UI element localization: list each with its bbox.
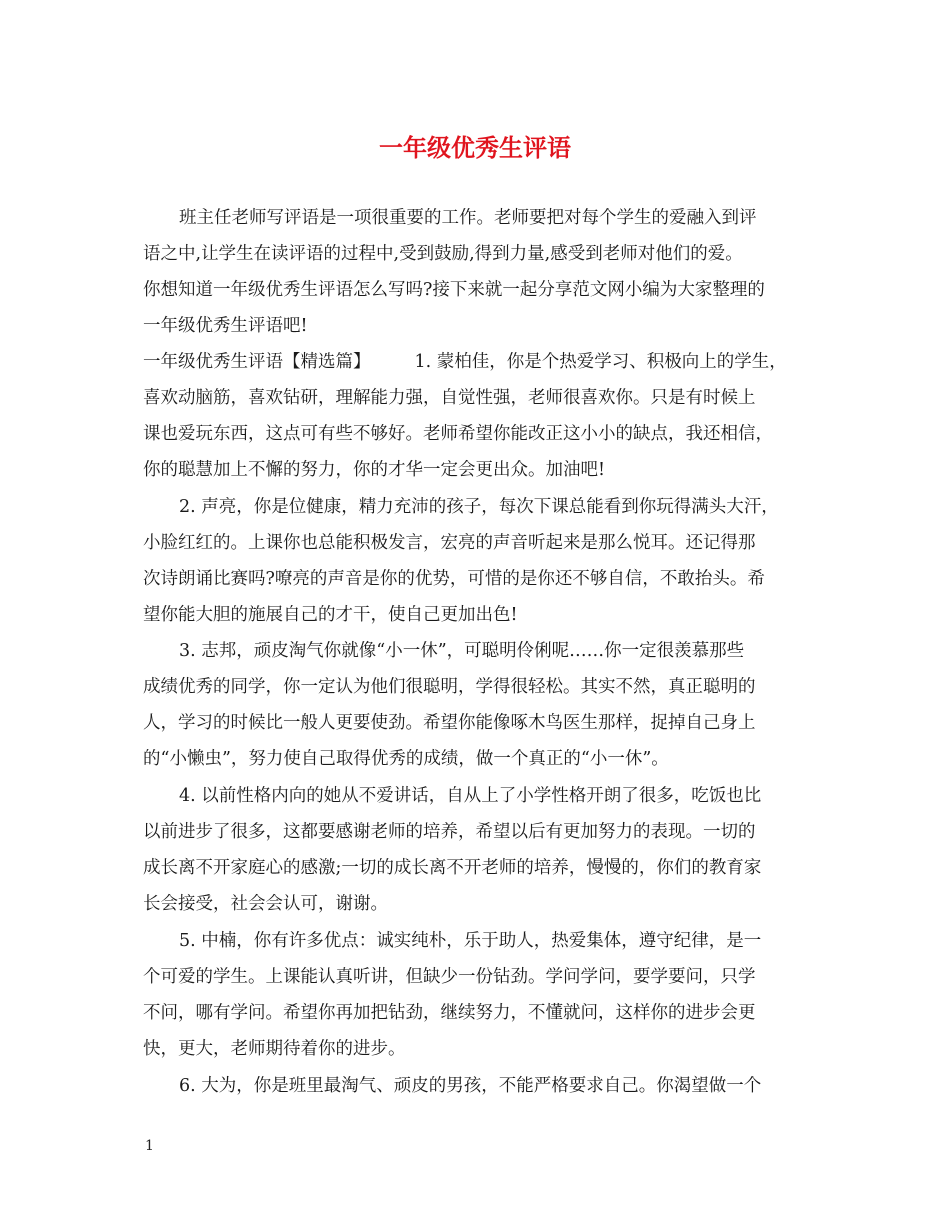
intro-line-3: 你想知道一年级优秀生评语怎么写吗?接下来就一起分享范文网小编为大家整理的 bbox=[143, 280, 765, 300]
section-line bbox=[143, 352, 787, 372]
item-3-line-4: 的“小懒虫”，努力使自己取得优秀的成绩，做一个真正的“小一休”。 bbox=[143, 749, 669, 769]
intro-line-4: 一年级优秀生评语吧! bbox=[143, 316, 308, 336]
item-4-line-2: 以前进步了很多，这都要感谢老师的培养，希望以后有更加努力的表现。一切的 bbox=[143, 822, 756, 842]
item-3-line-1: 3. 志邦，顽皮淘气你就像“小一休”，可聪明伶俐呢……你一定很羡慕那些 bbox=[179, 641, 745, 661]
item-4-line-3: 成长离不开家庭心的感激;一切的成长离不开老师的培养，慢慢的，你们的教育家 bbox=[143, 858, 762, 878]
item-1-line-2: 喜欢动脑筋，喜欢钻研，理解能力强，自觉性强，老师很喜欢你。只是有时候上 bbox=[143, 388, 756, 408]
item-5-line-4: 快，更大，老师期待着你的进步。 bbox=[143, 1039, 406, 1059]
item-5-line-2: 个可爱的学生。上课能认真听讲，但缺少一份钻劲。学问学问，要学要问，只学 bbox=[143, 967, 756, 987]
item-1-line-3: 课也爱玩东西，这点可有些不够好。老师希望你能改正这小小的缺点，我还相信， bbox=[143, 424, 773, 444]
page-title: 一年级优秀生评语 bbox=[379, 133, 571, 162]
item-2-line-4: 望你能大胆的施展自己的才干，使自己更加出色! bbox=[143, 605, 518, 625]
item-5-line-3: 不问，哪有学问。希望你再加把钻劲，继续努力，不懂就问，这样你的进步会更 bbox=[143, 1003, 756, 1023]
item-3-line-2: 成绩优秀的同学，你一定认为他们很聪明，学得很轻松。其实不然，真正聪明的 bbox=[143, 677, 756, 697]
section-heading: 一年级优秀生评语【精选篇】 bbox=[143, 352, 371, 372]
item-2-line-1: 2. 声亮，你是位健康，精力充沛的孩子，每次下课总能看到你玩得满头大汗， bbox=[179, 497, 779, 517]
item-5-line-1: 5. 中楠，你有许多优点：诚实纯朴，乐于助人，热爱集体，遵守纪律，是一 bbox=[179, 931, 762, 951]
intro-line-2: 语之中,让学生在读评语的过程中,受到鼓励,得到力量,感受到老师对他们的爱。 bbox=[143, 244, 743, 264]
item-1-line-4: 你的聪慧加上不懈的努力，你的才华一定会更出众。加油吧! bbox=[143, 460, 606, 480]
item-4-line-4: 长会接受，社会会认可，谢谢。 bbox=[143, 894, 388, 914]
item-3-line-3: 人，学习的时候比一般人更要使劲。希望你能像啄木鸟医生那样，捉掉自己身上 bbox=[143, 713, 756, 733]
page-number: 1 bbox=[145, 1138, 154, 1154]
item-1-line-1: 1. 蒙柏佳，你是个热爱学习、积极向上的学生， bbox=[414, 352, 787, 372]
item-6-line-1: 6. 大为，你是班里最淘气、顽皮的男孩，不能严格要求自己。你渴望做一个 bbox=[179, 1076, 762, 1096]
intro-line-1: 班主任老师写评语是一项很重要的工作。老师要把对每个学生的爱融入到评 bbox=[179, 208, 757, 228]
item-4-line-1: 4. 以前性格内向的她从不爱讲话，自从上了小学性格开朗了很多，吃饭也比 bbox=[179, 786, 762, 806]
item-2-line-3: 次诗朗诵比赛吗?嘹亮的声音是你的优势，可惜的是你还不够自信，不敢抬头。希 bbox=[143, 569, 765, 589]
item-2-line-2: 小脸红红的。上课你也总能积极发言，宏亮的声音听起来是那么悦耳。还记得那 bbox=[143, 533, 756, 553]
